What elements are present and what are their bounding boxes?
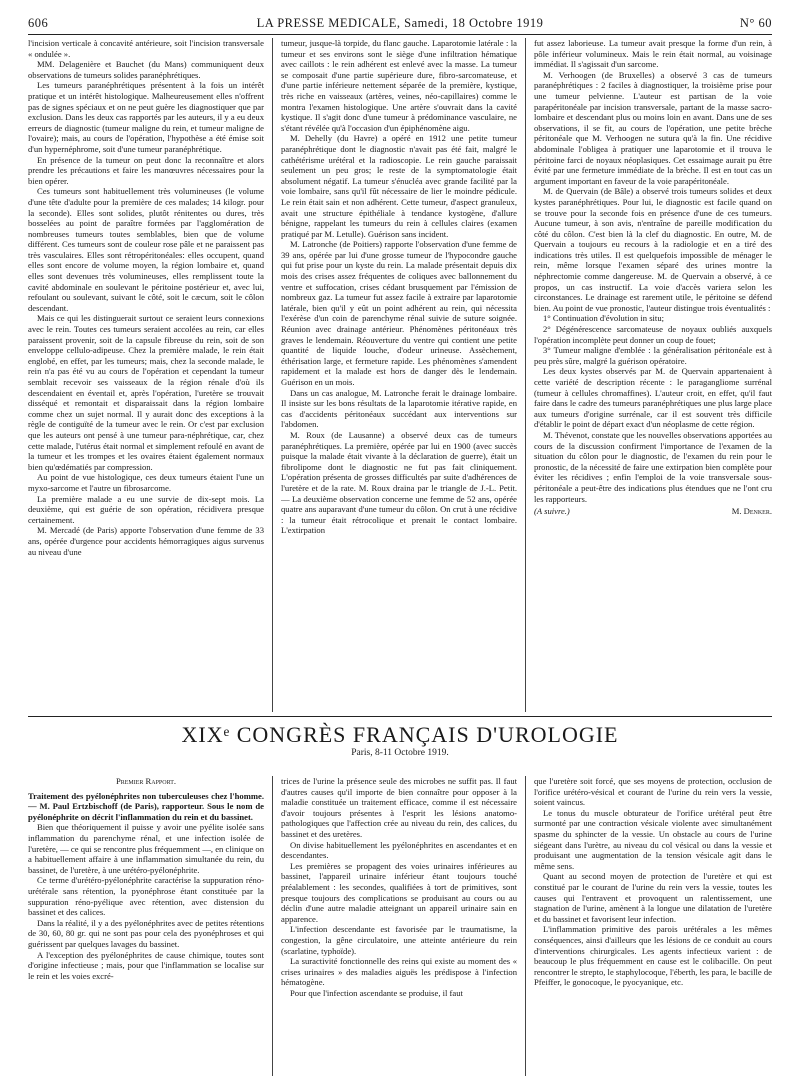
paragraph: fut assez laborieuse. La tumeur avait presque la forme d'un rein, à pôle inférieur volumineux. Mais le rein était normal, au voisinage immédiat. Il s'agissait d'un sarcome. [534, 38, 772, 70]
top-column-3 [534, 38, 772, 714]
column-divider [525, 38, 526, 712]
paragraph: M. Dehelly (du Havre) a opéré en 1912 une petite tumeur paranéphrétique dont le diagnostic n'avait pas été fait, malgré le cathétérisme urétéral et la radioscopie. Le rein gauche paraissait seulement un peu gros; le reste de la symptomatologie était absolument négatif. La tumeur s'énucléa avec grande facilité par la voie lombaire, sans qu'il fût nécessaire de lier le moindre pédicule. Le rein était sain et non adhérent. Cette tumeur, d'aspect granuleux, avait une structure épithéliale à tendance kystogène, d'allure bénigne, rappelant les tumeurs du rein à cellules claires (examen pratiqué par M. Letulle). Guérison sans incident. [281, 133, 517, 239]
paragraph: La première malade a eu une survie de dix-sept mois. La deuxième, qui est guérie de son opération, récidivera presque certainement. [28, 493, 264, 525]
paragraph: Les deux kystes observés par M. de Quervain appartenaient à cette variété de description récente : le paragangliome surrénal (tumeur à cellules chromaffines). L'auteur croit, en effet, qu'il faut faire dans le cadre des tumeurs paranéphrétiques une plus large place aux tumeurs d'origine surrénale, car il est souvent très difficile d'établir le point de départ exact d'un néoplasme de cette région. [534, 366, 772, 430]
column-divider [272, 38, 273, 712]
paragraph: Bien que théoriquement il puisse y avoir une pyélite isolée sans inflammation du parenchyme rénal, et une infection isolée de l'uretère, — ce qui se rencontre plus fréquemment —, en clinique on a habituellement affaire à une inflammation simultanée du rein, du bassinet, de l'uretère, à une urétéro-pyélonéphrite. [28, 822, 264, 875]
paragraph: M. Mercadé (de Paris) apporte l'observation d'une femme de 33 ans, opérée d'urgence pour accidents hémorragiques aigus survenus au niveau d'une [28, 525, 264, 557]
congress-title: XIXᵉ CONGRÈS FRANÇAIS D'UROLOGIE [181, 722, 619, 747]
paragraph: M. Roux (de Lausanne) a observé deux cas de tumeurs paranéphrétiques. La première, opérée par lui en 1900 (avec succès puisque la malade était vivante à la déclaration de guerre), était un fibrolipome dont le diagnostic ne fut pas fait cliniquement. L'opération présenta de grosses difficultés par suite d'adhérences de l'uretère et de la rate. M. Roux draina par le triangle de J.-L. Petit. — La deuxième observation concerne une femme de 52 ans, opérée quatre ans auparavant d'une tumeur du côlon. On crut à une récidive : la tumeur était rétrocolique et prenait le contact lombaire. L'extirpation [281, 429, 517, 536]
paragraph: Les tumeurs paranéphrétiques présentent à la fois un intérêt pratique et un intérêt histologique. Malheureusement elles n'offrent pas de signes spéciaux et on ne peut guère les diagnostiquer que par exclusion. Dans les deux cas rapportés par les auteurs, il y a eu deux erreurs de diagnostic (tumeur maligne du rein, et tumeur maligne de l'ovaire); mais, au cours de l'opération, l'hypothèse a été émise soit d'un hypernéphrome, soit d'une tumeur paranéphrétique. [28, 80, 264, 154]
list-item: 3° Tumeur maligne d'emblée : la généralisation péritonéale est à peu près sûre, malgré la guérison opératoire. [534, 345, 772, 366]
to-be-continued: (A suivre.) [534, 506, 570, 517]
paragraph: que l'uretère soit forcé, que ses moyens de protection, occlusion de l'orifice urétéro-vésical et courant de l'urine du rein vers la vessie, soient vaincus. [534, 776, 772, 808]
paragraph: Ce terme d'urétéro-pyélonéphrite caractérise la suppuration réno-urétérale sans rétention, la pyonéphrose étant constituée par la suppuration réno-pyélique avec rétention, avec distension du bassinet et des calices. [28, 875, 264, 918]
signature-line [534, 506, 772, 517]
column-divider [272, 776, 273, 1076]
bottom-column-2 [281, 776, 517, 1076]
paragraph: Au point de vue histologique, ces deux tumeurs étaient l'une un myxo-sarcome et l'autre un fibrosarcome. [28, 472, 264, 493]
top-column-2 [281, 38, 517, 714]
paragraph: Les premières se propagent des voies urinaires inférieures au bassinet, l'appareil urinaire inférieur étant toujours touché préalablement : les secondes, qualifiées à tort de primitives, sont presque toujours des complications se produisant au cours ou au déclin d'une autre maladie atteignant un appareil urinaire sain en apparence. [281, 860, 517, 924]
paragraph: L'infection descendante est favorisée par le traumatisme, la congestion, la gêne circulatoire, une atteinte antérieure du rein (scarlatine, typhoïde). [281, 924, 517, 956]
paragraph: On divise habituellement les pyélonéphrites en ascendantes et en descendantes. [281, 839, 517, 861]
paragraph: MM. Delagenière et Bauchet (du Mans) communiquent deux observations de tumeurs solides paranéphrétiques. [28, 59, 264, 80]
paragraph: Dans la réalité, il y a des pyélonéphrites avec de petites rétentions de 30, 60, 80 gr. qui ne sont pas pour cela des pyonéphroses et qui guérissent par quelques lavages du bassinet. [28, 917, 264, 949]
top-column-1 [28, 38, 264, 714]
paragraph: M. de Quervain (de Bâle) a observé trois tumeurs solides et deux kystes paranéphrétiques. Pour lui, le diagnostic est facile quand on se trouve pour la seconde fois en présence d'une de ces tumeurs. Aucune tumeur, à son avis, n'entraîne de pareille modification du côté du côlon. C'est bien là la clef du diagnostic. En outre, M. de Quervain a toujours eu recours à la radiologie et en a tiré des indications très utiles. Il est quelquefois impossible de ménager le rein, même lorsque l'examen séparé des urines montre la néphrectomie comme dangereuse. M. de Quervain a observé, à ce propos, un cas instructif. La voie d'accès variera selon les circonstances. Le drainage est rarement utile, le péritoine se défend bien. Au point de vue pronostic, l'auteur distingue trois éventualités : [534, 186, 772, 313]
paragraph: l'incision verticale à concavité antérieure, soit l'incision transversale « ondulée ». [28, 38, 264, 59]
bottom-column-3 [534, 776, 772, 1076]
report-title: Traitement des pyélonéphrites non tuberculeuses chez l'homme. — M. Paul Ertzbischoff (de Paris), rapporteur. Sous le nom de pyélonéphrite on décrit l'inflammation du rein et du bassinet. [28, 790, 264, 822]
paragraph: Dans un cas analogue, M. Latronche ferait le drainage lombaire. Il insiste sur les bons résultats de la laparotomie itérative rapide, en cas d'accidents péritonéaux succédant aux interventions sur l'abdomen. [281, 387, 517, 430]
paragraph: Pour que l'infection ascendante se produise, il faut [290, 987, 463, 998]
header-rule [28, 34, 772, 35]
journal-title: LA PRESSE MEDICALE, Samedi, 18 Octobre 1919 [256, 16, 544, 30]
issue-number: N° 60 [739, 16, 772, 30]
list-item: 2° Dégénérescence sarcomateuse de noyaux oubliés auxquels l'opération incomplète peut donner un coup de fouet; [534, 324, 772, 345]
paragraph: En présence de la tumeur on peut donc la reconnaître et alors prendre les précautions et faire les manœuvres nécessaires pour la bien opérer. [28, 154, 264, 186]
paragraph: tumeur, jusque-là torpide, du flanc gauche. Laparotomie latérale : la tumeur et ses environs sont le siège d'une infiltration hématique avec caillots : le rein adhérent est enlevé avec la masse. La tumeur se composait d'une partie supérieure dure, fibro-sarcomateuse, et d'une partie inférieure nettement séparée de la première, kystique, très riche en vaisseaux (artères, veines, néo-capillaires) comme le montra l'examen histologique. Une artère s'ouvrait dans la cavité kystique. Il s'agit donc d'une tumeur à prédominance vasculaire, ne s'étant révélée qu'à l'occasion d'un épiphénomène aigu. [281, 38, 517, 133]
paragraph: Le tonus du muscle obturateur de l'orifice urétéral peut être surmonté par une contraction vésicale violente avec simultanément spasme du sphincter de la vessie. Un obstacle au cours de l'urine siégeant dans l'urètre, au niveau du col vésical ou dans la vessie et produisant une augmentation de la tension vésicale agit dans le même sens. [534, 807, 772, 871]
paragraph: La suractivité fonctionnelle des reins qui existe au moment des « crises urinaires » des maladies aiguës les prédispose à l'infection hématogène. [281, 956, 517, 988]
page-header [28, 16, 772, 32]
page-number: 606 [28, 16, 49, 30]
paragraph: M. Thévenot, constate que les nouvelles observations apportées au cours de la discussion confirment l'importance de l'examen de la situation du côlon pour le diagnostic, de l'examen du rein pour le pronostic, de la nécessité de faire une extirpation bien complète pour éviter les récidives ; enfin l'emploi de la voie transversale sous-péritonéale a peut-être des indications plus étendues que ne l'ont cru les rapporteurs. [534, 429, 772, 504]
list-item: 1° Continuation d'évolution in situ; [543, 313, 665, 324]
column-divider [525, 776, 526, 1076]
paragraph: L'inflammation primitive des parois urétérales a les mêmes conséquences, ainsi d'ailleurs que les lésions de ce conduit au cours d'interventions chirurgicales. Les agents infectieux varient : de beaucoup le plus fréquemment en cause est le colibacille. On peut rencontrer le strepto, le staphylocoque, l'éberth, les para, le bacille de Pfeiffer, le gonocoque, le pyocyanique, etc. [534, 924, 772, 988]
congress-subtitle: Paris, 8-11 Octobre 1919. [351, 748, 449, 758]
author-signature: M. Denker. [731, 506, 772, 517]
paragraph: Mais ce qui les distinguerait surtout ce seraient leurs connexions avec le rein. Toutes ces tumeurs seraient accolées au rein, car elles paraissent provenir, soit de la capsule fibreuse du rein, soit de son enveloppe cellulo-adipeuse. Chez la première malade, le rein était englobé, en effet, par les tumeurs; mais, chez la seconde malade, le rein n'a pas été vu au cours de l'opération et cependant la tumeur semblait recevoir ses vaisseaux de la région rénale d'où ils descendaient en éventail et, après l'opération, l'uretère se trouvait disséqué et remontait et disparaissait dans la région lombaire comme chez un sujet normal. Il y aurait donc des exceptions à la règle de contiguïté de la tumeur avec le rein. Or c'est par exclusion que les auteurs ont pensé à une tumeur para-néphrétique, car, chez cette malade, l'utérus était normal et simplement refoulé en avant de la tumeur et les trompes et les ovaires étaient également normaux bien qu'œdématiés par compression. [28, 313, 264, 472]
paragraph: A l'exception des pyélonéphrites de cause chimique, toutes sont d'origine infectieuse ; mais, pour que l'inflammation se localise sur le rein et les voies excré- [28, 949, 264, 981]
paragraph: Ces tumeurs sont habituellement très volumineuses (le volume d'une tête d'adulte pour la première de ces malades; 14 kilogr. pour la seconde). Elles sont solides, plutôt rénitentes ou dures, très bosselées au point de paraître formées par l'agglomération de nombreuses tumeurs toutes semblables, bien que de volume différent. Ces tumeurs sont de couleur rose pâle et ne paraissent pas très vasculaires. Elles sont rétropéritonéales: elles occupent, quand elles sont encore de volume moyen, la région lombaire et, quand elles sont devenues très volumineuses, elles remplissent toute la cavité abdominale en soulevant le péritoine postérieur et, avec lui, refoulant ou soulevant, suivant le côté, soit le cæcum, soit le côlon descendant. [28, 186, 264, 313]
section-rule [28, 716, 772, 717]
paragraph: M. Verhoogen (de Bruxelles) a observé 3 cas de tumeurs paranéphrétiques : 2 faciles à diagnostiquer, la troisième prise pour une tumeur pelvienne. L'auteur est partisan de la voie parapéritonéale par incision transversale, partant de la masse sacro-lombaire et descendant plus ou moins loin en avant. Dans une de ses observations, il se fit, au cours de l'opération, une petite brèche péritonéale que M. Verhoogen ne sutura qu'à la fin. Une récidive abdominale l'obligea à pratiquer une laparotomie et il trouva le péritoine farci de noyaux néoplasiques. Cet essaimage aurait pu être évité par une fermeture immédiate de la brèche. Il est en tout cas un argument important en faveur de la voie parapéritonéale. [534, 69, 772, 186]
section-heading: Premier Rapport. [115, 776, 177, 786]
paragraph: trices de l'urine la présence seule des microbes ne suffit pas. Il faut d'autres causes qu'il importe de bien connaître pour opposer à la maladie constituée un traitement efficace, comme il est nécessaire d'avoir toujours présentes à l'esprit les lésions anatomo-pathologiques que l'affection crée au niveau du rein, des calices, du bassinet et des uretères. [281, 776, 517, 839]
paragraph: M. Latronche (de Poitiers) rapporte l'observation d'une femme de 39 ans, opérée par lui d'une grosse tumeur de l'hypocondre gauche qui fut prise pour un kyste du rein. La malade présentait depuis dix mois des crises assez fréquentes de coliques avec ballonnement du ventre et suffocation, crises cédant brusquement par l'émission de nombreux gaz. La tumeur fut assez facile à extraire par laparotomie latérale, bien qu'il y eût un point adhérent au rein, qui nécessita l'exérèse d'un coin de parenchyme rénal suivie de suture soignée. Réunion avec drainage antérieur. Phénomènes péritonéaux très graves le lendemain. Réouverture du ventre qui contient une petite quantité de liquide louche, d'odeur urineuse. Assèchement, éthérisation large, et fermeture rapide. Les phénomènes s'amendent rapidement et la malade est hors de danger dès le lendemain. Guérison en un mois. [281, 239, 517, 387]
paragraph: Quant au second moyen de protection de l'uretère et qui est constitué par le courant de l'urine du rein vers la vessie, toutes les causes qui l'entravent et provoquent un ralentissement, une stagnation de l'urine, amènent à la longue une dilatation de l'uretère et du bassinet et favorisent leur infection. [534, 871, 772, 924]
bottom-column-1 [28, 776, 264, 1076]
